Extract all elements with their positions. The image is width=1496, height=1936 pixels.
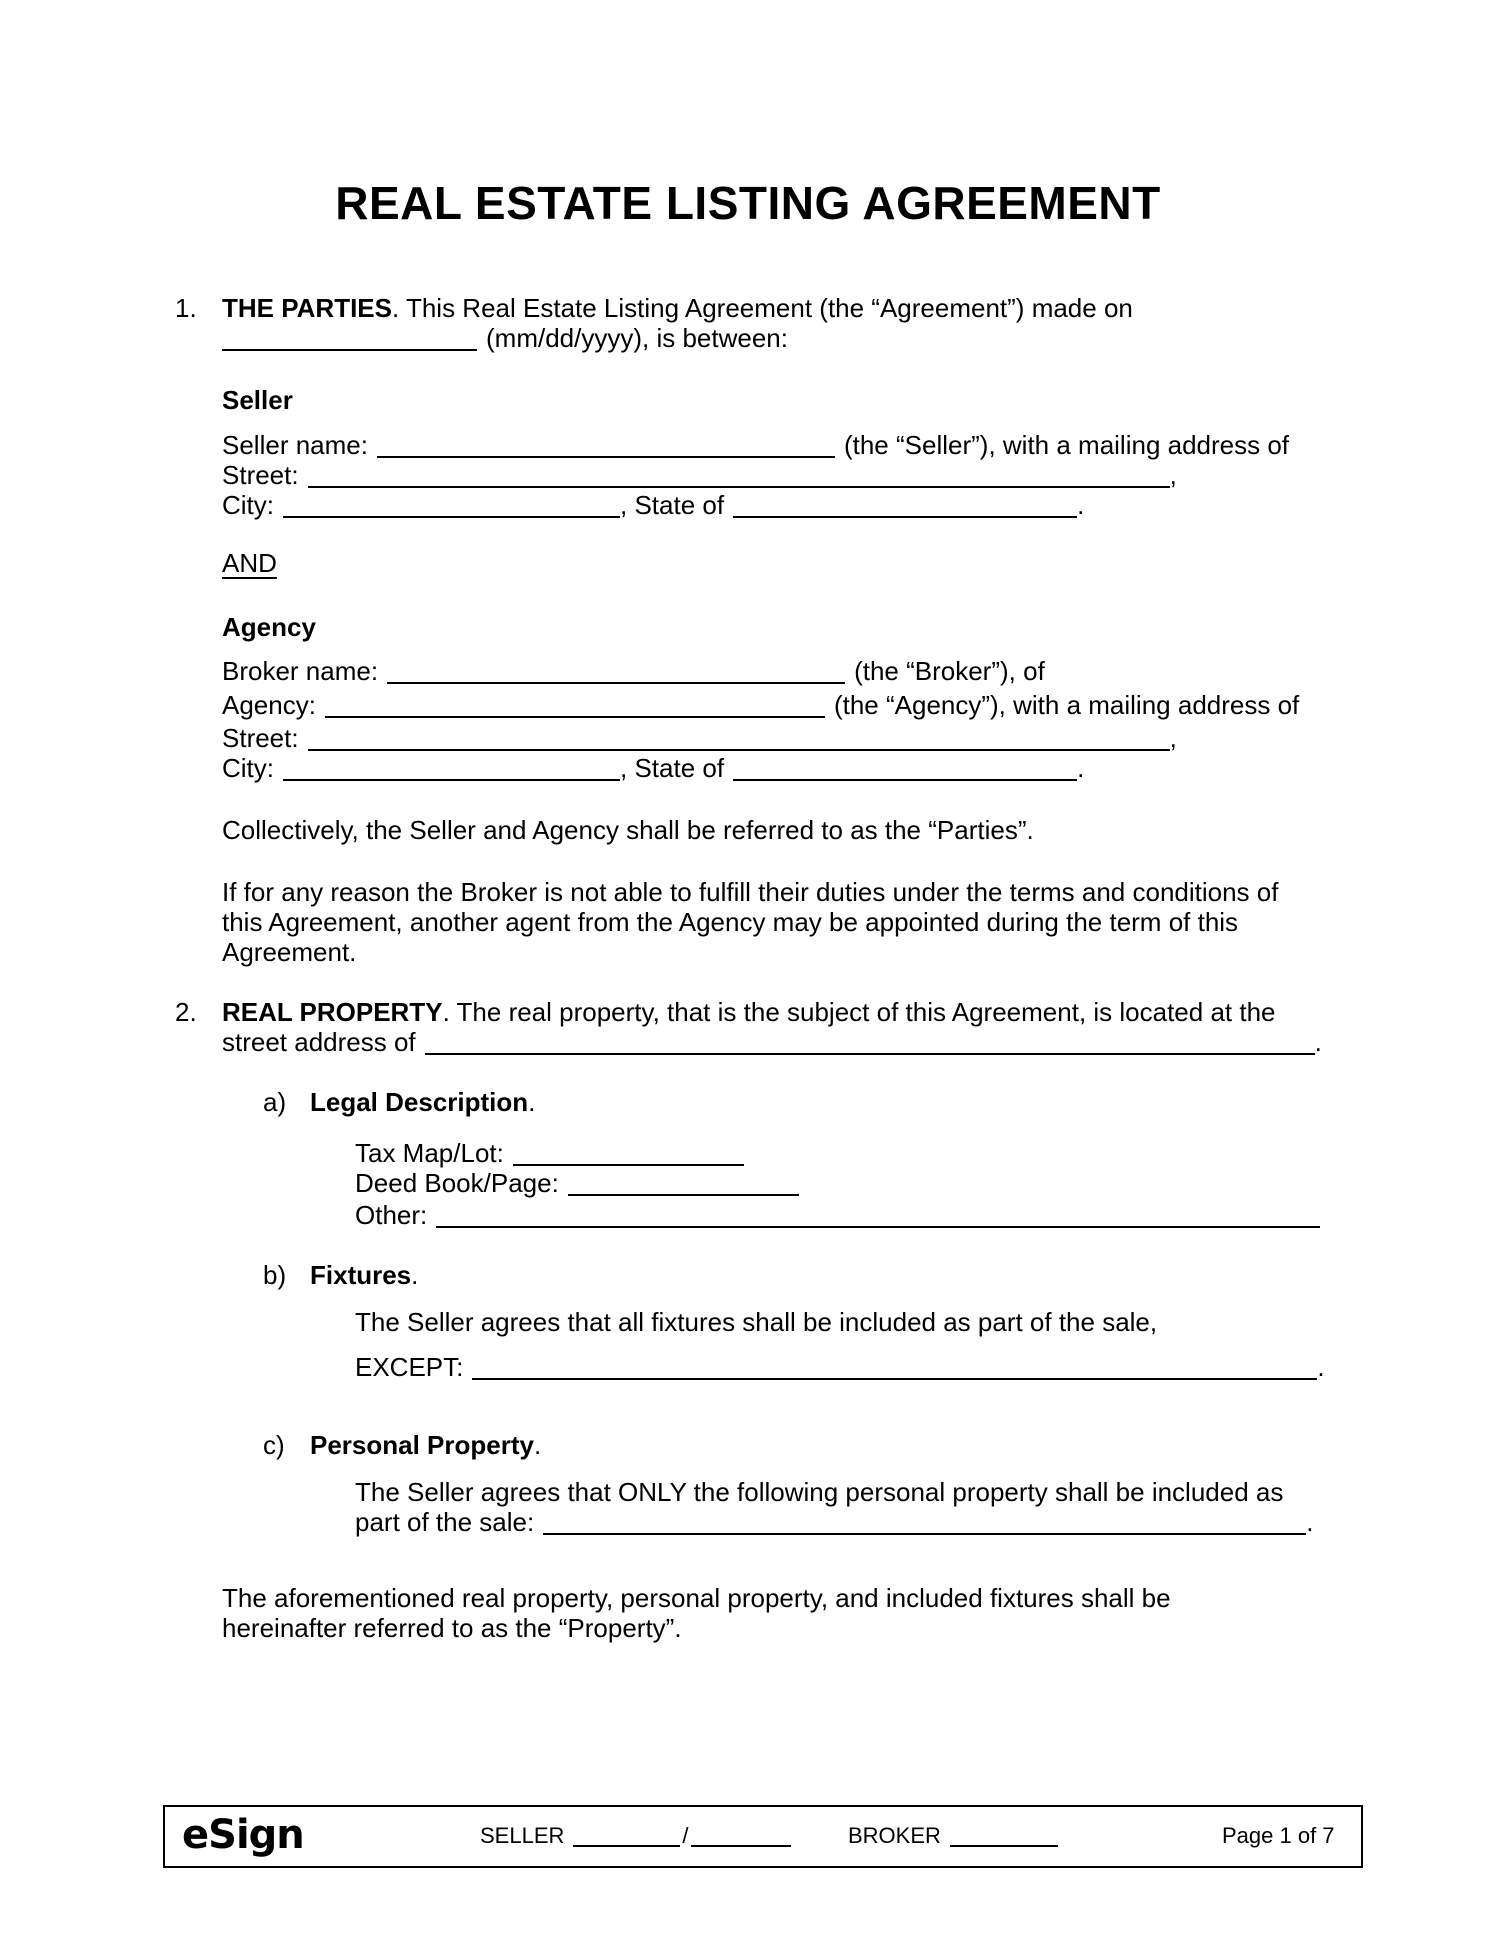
broker-name-label: Broker name: xyxy=(222,656,379,686)
agency-state-blank xyxy=(733,759,1077,781)
sub-b-letter: b) xyxy=(263,1260,287,1290)
footer-page-number: Page 1 of 7 xyxy=(1222,1823,1335,1848)
personal-property-blank xyxy=(543,1513,1306,1535)
personal-property-body-line1: The Seller agrees that ONLY the following personal property shall be included as xyxy=(355,1477,1284,1507)
agency-city-label: City: xyxy=(222,753,274,783)
deed-book-page-blank xyxy=(568,1174,799,1196)
sub-b-heading-after: . xyxy=(411,1260,419,1290)
seller-city-after: . xyxy=(1077,490,1085,520)
agency-street-blank xyxy=(308,729,1170,751)
footer-seller-label: SELLER xyxy=(480,1823,565,1848)
sub-a-heading: Legal Description xyxy=(310,1087,529,1117)
street-address-label: street address of xyxy=(222,1027,416,1057)
except-after: . xyxy=(1317,1352,1325,1382)
agency-street-after: , xyxy=(1169,723,1177,753)
personal-property-body-line2 xyxy=(355,1507,1313,1537)
deed-book-page-line xyxy=(355,1168,799,1198)
seller-state-blank xyxy=(733,496,1077,518)
real-property-intro-text: . The real property, that is the subject of this Agreement, is located at the xyxy=(442,997,1276,1027)
other-line xyxy=(355,1200,1320,1230)
footer-initials-slash: / xyxy=(682,1823,689,1848)
seller-street-blank xyxy=(308,466,1170,488)
seller-city-mid: , State of xyxy=(620,490,725,520)
seller-street-after: , xyxy=(1169,460,1177,490)
fallback-paragraph-line2: this Agreement, another agent from the Agency may be appointed during the term of this xyxy=(222,907,1239,937)
seller-street-line xyxy=(222,460,1177,490)
seller-city-line xyxy=(222,490,1084,520)
footer-seller-initials xyxy=(480,1823,791,1849)
agency-name-blank xyxy=(325,696,825,718)
deed-book-page-label: Deed Book/Page: xyxy=(355,1168,559,1198)
street-address-line xyxy=(222,1027,1322,1057)
fallback-paragraph-line1: If for any reason the Broker is not able to fulfill their duties under the terms and conditions of xyxy=(222,877,1279,907)
section-1-heading: THE PARTIES xyxy=(222,293,392,323)
agency-name-after: (the “Agency”), with a mailing address of xyxy=(833,690,1300,720)
broker-name-blank xyxy=(387,662,845,684)
parties-intro-line1 xyxy=(175,293,1133,323)
part-of-sale-after: . xyxy=(1306,1507,1314,1537)
seller-name-blank xyxy=(377,436,835,458)
seller-city-label: City: xyxy=(222,490,274,520)
seller-city-blank xyxy=(283,496,620,518)
real-property-line1 xyxy=(175,997,1276,1027)
sub-a-heading-after: . xyxy=(528,1087,536,1117)
agency-city-blank xyxy=(283,759,620,781)
collectively-paragraph: Collectively, the Seller and Agency shall be referred to as the “Parties”. xyxy=(222,815,1034,845)
sub-c-heading: Personal Property xyxy=(310,1430,534,1460)
agency-heading: Agency xyxy=(222,612,316,642)
sub-b-heading: Fixtures xyxy=(310,1260,412,1290)
sub-b-heading-line xyxy=(263,1260,418,1290)
section-2-number: 2. xyxy=(175,997,197,1027)
closing-paragraph-line1: The aforementioned real property, personal property, and included fixtures shall be xyxy=(222,1583,1171,1613)
except-blank xyxy=(472,1358,1317,1380)
seller-heading: Seller xyxy=(222,385,293,415)
broker-name-after: (the “Broker”), of xyxy=(854,656,1045,686)
tax-map-lot-blank xyxy=(513,1144,744,1166)
other-blank xyxy=(436,1206,1320,1228)
sub-a-letter: a) xyxy=(263,1087,287,1117)
street-address-blank xyxy=(425,1033,1315,1055)
sub-a-heading-line xyxy=(263,1087,535,1117)
other-label: Other: xyxy=(355,1200,428,1230)
sub-c-letter: c) xyxy=(263,1430,285,1460)
sub-c-heading-line xyxy=(263,1430,541,1460)
footer-seller-initial-blank-1 xyxy=(573,1829,680,1847)
agency-name-line xyxy=(222,690,1299,720)
except-label: EXCEPT: xyxy=(355,1352,464,1382)
esign-logo: eSign xyxy=(182,1812,304,1858)
footer-broker-label: BROKER xyxy=(848,1823,941,1848)
footer-broker-initials xyxy=(848,1823,1058,1849)
and-connector: AND xyxy=(222,548,277,578)
agency-city-line xyxy=(222,753,1084,783)
fixtures-body-line: The Seller agrees that all fixtures shall be included as part of the sale, xyxy=(355,1307,1158,1337)
page-title: REAL ESTATE LISTING AGREEMENT xyxy=(335,177,1161,229)
seller-street-label: Street: xyxy=(222,460,299,490)
agreement-date-blank xyxy=(222,329,477,351)
tax-map-lot-line xyxy=(355,1138,744,1168)
date-format-hint: (mm/dd/yyyy), is between: xyxy=(486,323,788,353)
footer-seller-initial-blank-2 xyxy=(691,1829,791,1847)
parties-intro-text: . This Real Estate Listing Agreement (the “Agreement”) made on xyxy=(391,293,1133,323)
agency-city-after: . xyxy=(1077,753,1085,783)
seller-name-line xyxy=(222,430,1289,460)
footer-broker-initial-blank xyxy=(950,1829,1058,1847)
except-line xyxy=(355,1352,1325,1382)
broker-name-line xyxy=(222,656,1045,686)
section-1-number: 1. xyxy=(175,293,197,323)
seller-name-after: (the “Seller”), with a mailing address of xyxy=(843,430,1290,460)
agency-street-label: Street: xyxy=(222,723,299,753)
sub-c-heading-after: . xyxy=(533,1430,542,1460)
street-address-after: . xyxy=(1314,1027,1322,1057)
fallback-paragraph-line3: Agreement. xyxy=(222,937,357,967)
agency-street-line xyxy=(222,723,1177,753)
tax-map-lot-label: Tax Map/Lot: xyxy=(355,1138,504,1168)
agency-name-label: Agency: xyxy=(222,690,316,720)
parties-date-line xyxy=(222,323,788,353)
section-2-heading: REAL PROPERTY xyxy=(222,997,443,1027)
seller-name-label: Seller name: xyxy=(222,430,368,460)
part-of-sale-label: part of the sale: xyxy=(355,1507,535,1537)
closing-paragraph-line2: hereinafter referred to as the “Property”. xyxy=(222,1613,682,1643)
agency-city-mid: , State of xyxy=(620,753,725,783)
